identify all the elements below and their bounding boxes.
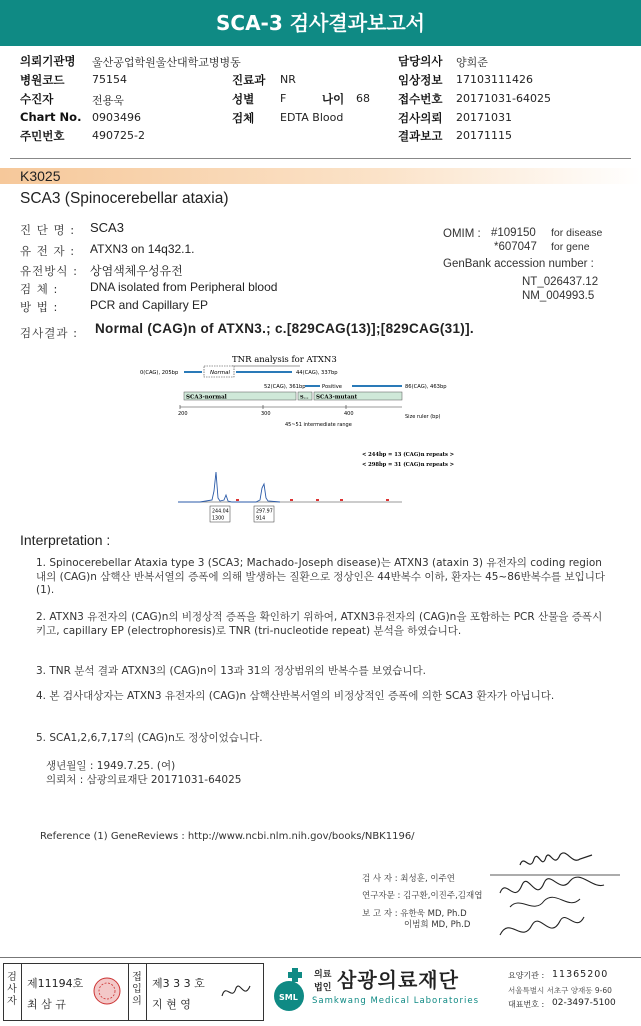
omim-gene-id: *607047 [494, 241, 537, 253]
electropherogram-trace [178, 472, 280, 502]
birth-date: 생년월일 : 1949.7.25. (여) [46, 760, 176, 772]
hospital-code-label: 병원코드 [20, 73, 65, 87]
omim-disease-label: for disease [551, 227, 603, 239]
doctor-value: 양희준 [456, 56, 488, 69]
reviewer-signature [218, 978, 254, 1004]
reporter-signature-line: 보 고 자 : 유한욱 MD, Ph.D [362, 909, 467, 919]
resident-no-value: 490725-2 [92, 129, 145, 142]
figure-normal-right-label: 44(CAG), 337bp [296, 370, 338, 376]
handwritten-signatures [480, 845, 630, 950]
peak-1-size: 244.04 [212, 509, 229, 515]
requester: 의뢰처 : 삼광의료재단 20171031-64025 [46, 774, 242, 786]
test-name: SCA3 (Spinocerebellar ataxia) [20, 190, 229, 207]
peak-2-size: 297.97 [256, 509, 273, 515]
figure-positive-label: Positive [322, 384, 342, 390]
org-prefix-2: 법인 [314, 983, 332, 993]
bar-mutant-label: SCA3-mutant [316, 394, 358, 401]
sex-value: F [280, 92, 287, 105]
ruler-tick-400: 400 [344, 411, 354, 417]
age-label: 나이 [322, 92, 345, 106]
reference: Reference (1) GeneReviews : http://www.ncbi.nlm.nih.gov/books/NBK1196/ [40, 831, 415, 842]
org-address: 서울특별시 서초구 양재동 9-60 [508, 986, 612, 995]
ruler-tick-200: 200 [178, 411, 188, 417]
result-report-label: 결과보고 [398, 129, 443, 143]
result-label: 검사결과 : [20, 326, 78, 340]
interpretation-paragraph-3: 3. TNR 분석 결과 ATXN3의 (CAG)n이 13과 31의 정상범위의 반복수를 보였습니다. [36, 665, 426, 677]
result-report-value: 20171115 [456, 129, 512, 142]
reviewer-cert-no: 제3 3 3 호 [152, 977, 205, 990]
peak-1-height: 1300 [212, 516, 225, 522]
test-request-label: 검사의뢰 [398, 111, 443, 125]
figure-right-label: 86(CAG), 463bp [405, 384, 447, 390]
interpretation-title: Interpretation : [20, 532, 111, 548]
reporter-signature-line-2: 이범희 MD, Ph.D [404, 920, 471, 930]
repeat-summary-2: < 298bp = 31 (CAG)n repeats > [362, 462, 455, 468]
genbank-accession-1: NT_026437.12 [522, 276, 599, 288]
figure-title: TNR analysis for ATXN3 [232, 355, 337, 365]
org-english-name: Samkwang Medical Laboratories [312, 996, 480, 1006]
omim-disease-id: #109150 [491, 227, 536, 239]
result-value: Normal (CAG)n of ATXN3.; c.[829CAG(13)];[829CAG(31)]. [95, 321, 474, 336]
org-name: 삼광의료재단 [337, 968, 459, 992]
specimen-value: EDTA Blood [280, 111, 344, 124]
org-phone: 02-3497-5100 [552, 998, 616, 1008]
diagnosis-value: SCA3 [90, 220, 124, 235]
interpretation-paragraph-2: 2. ATXN3 유전자의 (CAG)n의 비정상적 증폭을 확인하기 위하여, ATXN3유전자의 (CAG)n을 포함하는 PCR 산물을 증폭시키고, capillary EP (electrophoresis)로 TNR (tri-nucleotide repeat) 분석을 하였습니다. [36, 611, 603, 637]
gene-label: 유 전 자 : [20, 244, 76, 258]
omim-gene-label: for gene [551, 241, 590, 253]
department-label: 진료과 [232, 73, 266, 87]
gene-value: ATXN3 on 14q32.1. [90, 242, 195, 256]
hospital-code-value: 75154 [92, 73, 127, 86]
intermediate-range-label: 45~51 intermediate range [285, 422, 352, 428]
tester-cert-name: 최 삼 규 [27, 998, 66, 1011]
chart-no-label: Chart No. [20, 110, 82, 124]
tester-signature-line: 검 사 자 : 최성훈, 이주연 [362, 874, 455, 884]
sex-label: 성별 [232, 92, 255, 106]
receipt-no-value: 20171031-64025 [456, 92, 551, 105]
test-request-value: 20171031 [456, 111, 512, 124]
report-title: SCA-3 검사결과보고서 [0, 0, 641, 46]
consultant-signature-line: 연구자문 : 김구환,이진주,김재엽 [362, 891, 483, 901]
omim-label: OMIM : [443, 228, 481, 240]
ruler-tick-300: 300 [261, 411, 271, 417]
genbank-label: GenBank accession number : [443, 258, 594, 270]
department-value: NR [280, 73, 296, 86]
inheritance-value: 상염색체우성유전 [90, 264, 183, 278]
interpretation-paragraph-5: 5. SCA1,2,6,7,17의 (CAG)n도 정상이었습니다. [36, 732, 263, 744]
org-prefix-1: 의료 [314, 970, 332, 980]
bar-normal-label: SCA3-normal [186, 394, 227, 401]
tester-seal-stamp [92, 976, 122, 1006]
clinical-info-label: 임상정보 [398, 73, 443, 87]
reviewer-cert-name: 지 현 영 [152, 998, 191, 1011]
tnr-analysis-figure [140, 350, 480, 530]
method-label: 방 법 : [20, 300, 59, 314]
test-code-band [0, 168, 641, 184]
genbank-accession-2: NM_004993.5 [522, 290, 595, 302]
test-code: K3025 [20, 168, 61, 184]
method-value: PCR and Capillary EP [90, 298, 209, 312]
interpretation-paragraph-4: 4. 본 검사대상자는 ATXN3 유전자의 (CAG)n 삼핵산반복서열의 비정상적인 증폭에 의한 SCA3 환자가 아닙니다. [36, 690, 555, 702]
inheritance-label: 유전방식 : [20, 264, 78, 278]
institution-label: 의뢰기관명 [20, 54, 76, 68]
age-value: 68 [356, 92, 370, 105]
org-phone-label: 대표번호 : [508, 1000, 545, 1009]
interpretation-paragraph-1: 1. Spinocerebellar Ataxia type 3 (SCA3; Machado-Joseph disease)는 ATXN3 (ataxin 3) 유전자의 coding region 내의 (CAG)n 삼핵산 반복서열의 증폭에 의해 발생하는 질환으로 정상인은 44반복수 이하, 환자는 45~86반복수를 보입니다 (1). [36, 557, 606, 596]
doctor-label: 담당의사 [398, 54, 443, 68]
info-divider [10, 158, 631, 159]
sml-logo-icon [266, 966, 312, 1014]
tester-cert-label: 검사자 [7, 972, 17, 1007]
resident-no-label: 주민번호 [20, 129, 65, 143]
bar-intermediate-label: S... [300, 394, 309, 401]
chart-no-value: 0903496 [92, 111, 141, 124]
clinical-info-value: 17103111426 [456, 73, 533, 86]
org-number-label: 요양기관 : [508, 971, 545, 980]
specimen-label: 검체 [232, 111, 255, 125]
diagnosis-label: 진 단 명 : [20, 223, 76, 237]
figure-mid-label: 52(CAG), 361bp [264, 384, 306, 390]
tester-cert-no: 제11194호 [27, 977, 84, 990]
figure-left-label: 0(CAG), 205bp [140, 370, 179, 376]
specimen-detail-label: 검 체 : [20, 282, 59, 296]
patient-label: 수진자 [20, 92, 54, 106]
sml-logo-text: SML [279, 993, 298, 1002]
footer-divider [0, 957, 641, 958]
repeat-summary-1: < 244bp = 13 (CAG)n repeats > [362, 452, 455, 458]
ruler-label: Size ruler (bp) [405, 414, 441, 420]
peak-2-height: 914 [256, 516, 266, 522]
org-number: 11365200 [552, 969, 609, 980]
patient-value: 전용욱 [92, 94, 124, 107]
reviewer-cert-label: 접입의 [132, 972, 142, 1007]
figure-normal-label: Normal [210, 370, 230, 376]
institution-value: 울산공업학원울산대학교병병동 [92, 56, 241, 69]
receipt-no-label: 접수번호 [398, 92, 443, 106]
specimen-detail-value: DNA isolated from Peripheral blood [90, 280, 278, 294]
